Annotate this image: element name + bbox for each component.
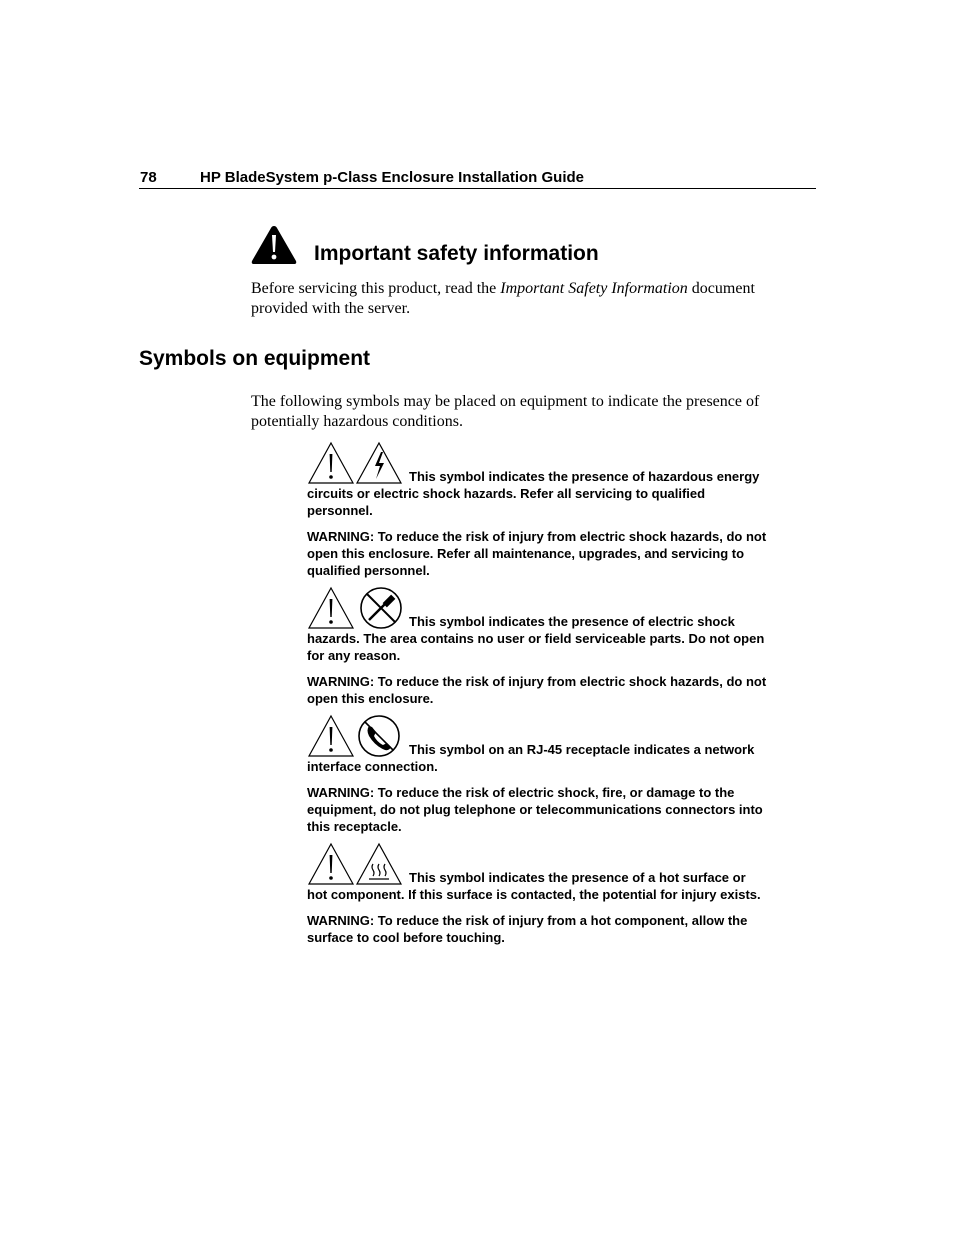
symbol-entry-no-serviceable-parts bbox=[307, 586, 767, 707]
symbol-description: This symbol indicates the presence of a hot surface or hot component. If this surface is contacted, the potential for injury exists. bbox=[307, 870, 761, 902]
symbol-description: This symbol indicates the presence of electric shock hazards. The area contains no user or field serviceable parts. Do not open for any reason. bbox=[307, 614, 765, 663]
symbol-description: This symbol indicates the presence of hazardous energy circuits or electric shock hazards. Refer all servicing to qualified personnel. bbox=[307, 469, 760, 518]
safety-doc-title: Important Safety Information bbox=[500, 280, 688, 297]
no-screwdriver-icon bbox=[357, 586, 405, 630]
no-telephone-icon bbox=[355, 714, 403, 758]
lightning-bolt-icon bbox=[355, 441, 403, 485]
symbol-warning: WARNING: To reduce the risk of injury from electric shock hazards, do not open this enclosure. bbox=[307, 674, 767, 706]
symbol-warning: WARNING: To reduce the risk of electric shock, fire, or damage to the equipment, do not plug telephone or telecommunications connectors into this receptacle. bbox=[307, 785, 763, 834]
caution-triangle-icon bbox=[307, 441, 355, 485]
symbol-entry-electric-hazard bbox=[307, 441, 767, 579]
symbol-warning: WARNING: To reduce the risk of injury from electric shock hazards, do not open this enclosure. Refer all maintenance, upgrades, and servicing to qualified personnel. bbox=[307, 529, 767, 578]
symbol-entry-network-interface bbox=[307, 714, 767, 835]
safety-heading: Important safety information bbox=[314, 242, 599, 265]
section-heading: Symbols on equipment bbox=[139, 347, 371, 370]
hot-surface-icon bbox=[355, 842, 403, 886]
caution-triangle-icon bbox=[307, 586, 355, 630]
safety-paragraph: Before servicing this product, read the Important Safety Information document provided with the server. bbox=[251, 280, 755, 317]
symbol-warning: WARNING: To reduce the risk of injury from a hot component, allow the surface to cool before touching. bbox=[307, 913, 748, 945]
guide-title: HP BladeSystem p-Class Enclosure Installation Guide bbox=[200, 169, 585, 186]
symbols-intro: The following symbols may be placed on equipment to indicate the presence of potentially hazardous conditions. bbox=[251, 393, 760, 430]
caution-triangle-icon bbox=[307, 842, 355, 886]
warning-triangle-icon bbox=[250, 224, 298, 266]
page-number: 78 bbox=[140, 169, 157, 186]
caution-triangle-icon bbox=[307, 714, 355, 758]
symbol-entry-hot-surface bbox=[307, 842, 767, 946]
page-header bbox=[139, 168, 816, 189]
symbol-description: This symbol on an RJ-45 receptacle indicates a network interface connection. bbox=[307, 742, 755, 774]
